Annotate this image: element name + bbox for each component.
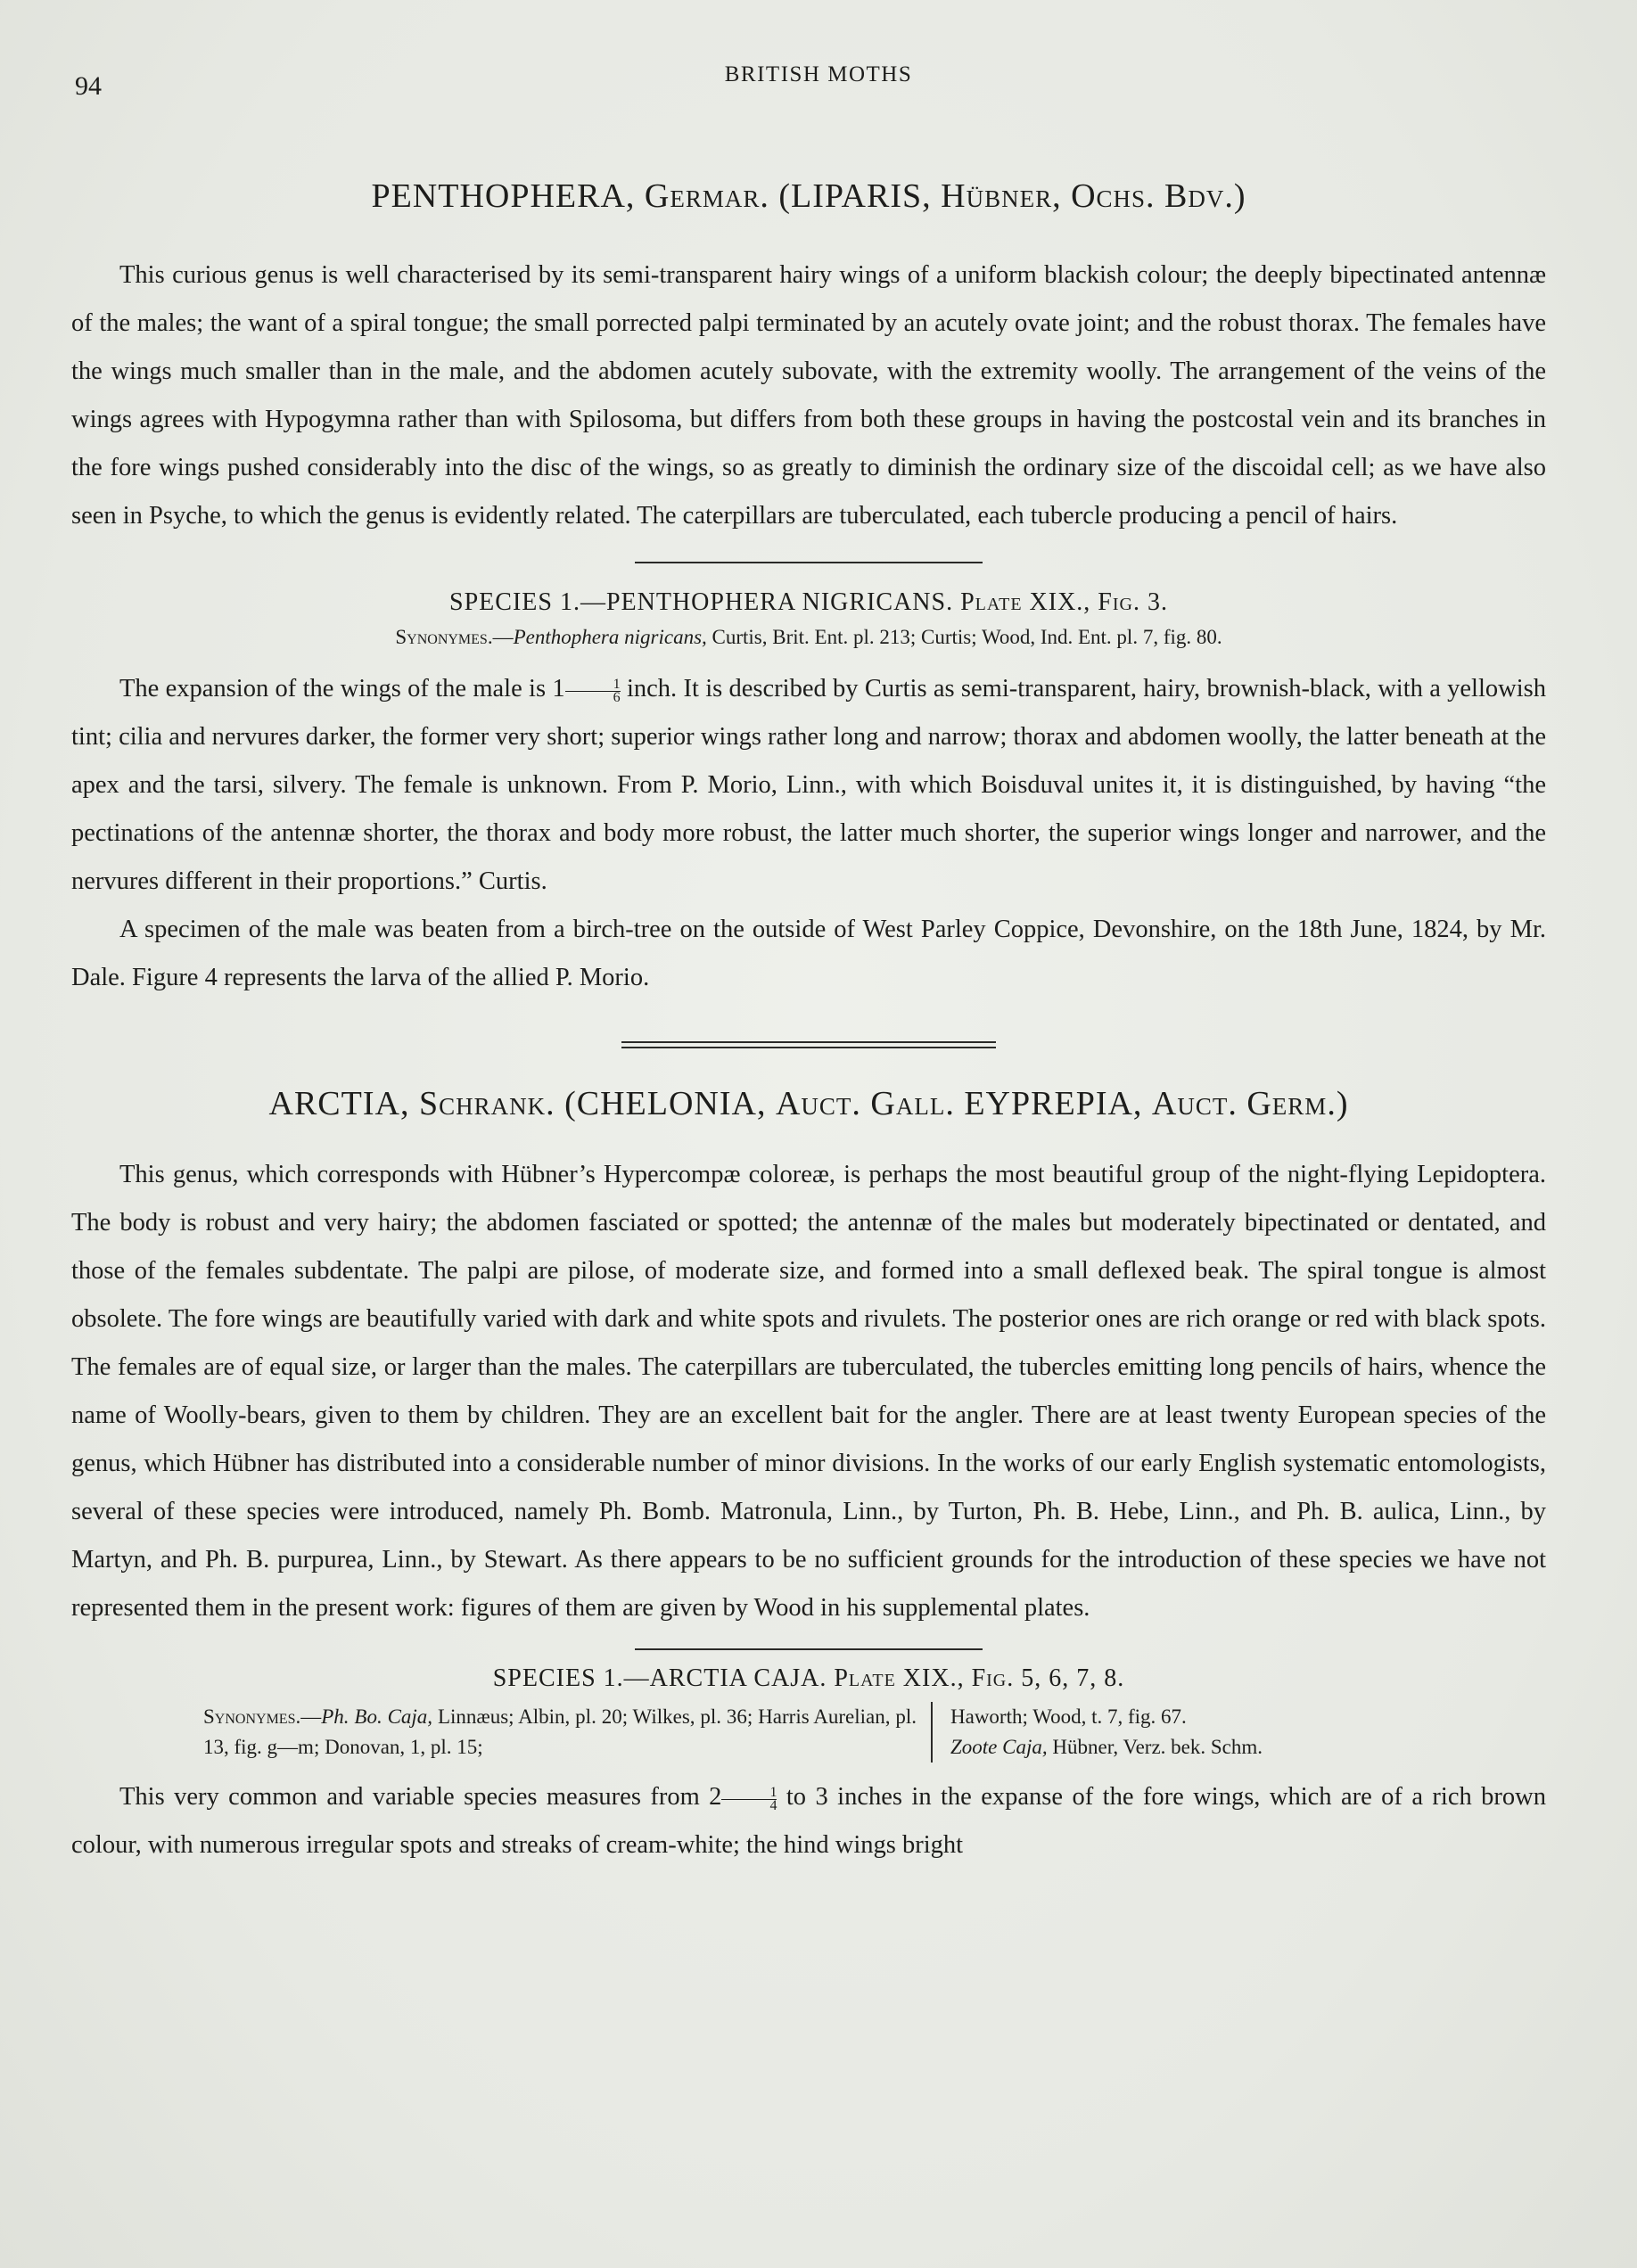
running-head: BRITISH MOTHS (724, 62, 913, 86)
plate-reference: Plate XIX., Fig. 3. (960, 588, 1168, 616)
species-record: A specimen of the male was beaten from a birch-tree on the outside of West Parley Coppice, Devonshire, on the 18th June, 1824, by Mr. Dale. Figure 4 represents the larva of the allied P. Morio. (71, 915, 1546, 991)
genus-heading-penthophera (71, 177, 1546, 218)
genus-description: This genus, which corresponds with Hübner’s Hypercompæ coloreæ, is perhaps the most beautiful group of the night-flying Lepidoptera. The body is robust and very hairy; the abdomen fasciated or spotted; the antennæ of the males but moderately bipectinated or dentated, and those of the females subdentate. The palpi are pilose, of moderate size, and formed into a small deflexed beak. The spiral tongue is almost obsolete. The fore wings are beautifully varied with dark and white spots and rivulets. The posterior ones are rich orange or red with black spots. The females are of equal size, or larger than the males. The caterpillars are tuberculated, the tubercles emitting long pencils of hairs, whence the name of Woolly-bears, given to them by children. They are an excellent bait for the angler. There are at least twenty European species of the genus, which Hübner has distributed into a considerable number of minor divisions. In the works of our early English systematic entomologists, several of these species were introduced, namely Ph. Bomb. Matronula, Linn., by Turton, Ph. B. Hebe, Linn., and Ph. B. aulica, Linn., by Martyn, and Ph. B. purpurea, Linn., by Stewart. As there appears to be no sufficient grounds for the introduction of these species we have not represented them in the present work: figures of them are given by Wood in his supplemental plates. (71, 1161, 1546, 1623)
synonyms-italic: Zoote Caja, (950, 1736, 1048, 1759)
species-name: SPECIES 1.—PENTHOPHERA NIGRICANS. (449, 588, 954, 616)
fraction-denominator: 6 (565, 691, 621, 704)
genus-alt-name: (LIPARIS, (769, 177, 942, 215)
plate-reference: Plate XIX., Fig. 5, 6, 7, 8. (834, 1664, 1125, 1693)
species-description (71, 1773, 1546, 1869)
genus-alt-name-2: EYPREPIA, (954, 1084, 1152, 1122)
synonyms-text: Haworth; Wood, t. 7, fig. 67. (950, 1705, 1187, 1729)
page-body (71, 177, 1546, 1869)
genus-name: ARCTIA, (268, 1084, 419, 1122)
fraction-numerator: 1 (769, 1785, 777, 1801)
species-heading (71, 1664, 1546, 1693)
species-description (71, 665, 1546, 906)
section-divider (635, 1648, 983, 1650)
synonyms (71, 626, 1546, 649)
synonyms-text: Hübner, Verz. bek. Schm. (1047, 1736, 1263, 1759)
genus-alt-name: (CHELONIA, (555, 1084, 776, 1122)
genus-alt-author: Auct. Gall. (775, 1084, 955, 1122)
species-name: SPECIES 1.—ARCTIA CAJA. (492, 1664, 827, 1693)
synonyms-label: Synonymes.— (395, 625, 514, 648)
genus-author: Germar. (644, 177, 769, 215)
page-number: 94 (75, 71, 102, 101)
double-divider (621, 1041, 996, 1048)
synonyms-label: Synonymes.— (203, 1705, 322, 1729)
fraction (721, 1787, 777, 1812)
desc-text: This very common and variable species measures from 2 (119, 1783, 722, 1812)
fraction-denominator: 4 (721, 1799, 777, 1812)
genus-alt-author-2: Auct. Germ.) (1151, 1084, 1349, 1122)
genus-author: Schrank. (418, 1084, 555, 1122)
desc-text: inch. It is described by Curtis as semi-transparent, hairy, brownish-black, with a yellowish tint; cilia and nervures darker, the former very short; superior wings rather long and narrow; thorax and abdomen woolly, the latter beneath at the apex and the tarsi, silvery. The female is unknown. From P. Morio, Linn., with which Boisduval unites it, it is distinguished, by having “the pectinations of the antennæ shorter, the thorax and body more robust, the latter much shorter, the superior wings longer and narrower, and the nervures different in their proportions.” Curtis. (71, 674, 1546, 895)
genus-name: PENTHOPHERA, (371, 177, 645, 215)
desc-text: The expansion of the wings of the male is 1 (119, 674, 565, 703)
desc-text: to 3 inches in the expanse of the fore wings, which are of a rich brown colour, with numerous irregular spots and streaks of cream-white; the hind wings bright (71, 1783, 1546, 1860)
synonyms-italic: Ph. Bo. Caja, (321, 1705, 433, 1729)
synonyms (71, 1702, 1546, 1763)
synonyms-column-1 (203, 1702, 933, 1763)
species-heading (71, 588, 1546, 617)
page-header (71, 55, 1566, 100)
genus-heading-arctia (71, 1084, 1546, 1125)
genus-alt-author: Hübner, Ochs. Bdv.) (941, 177, 1246, 215)
synonyms-text: Linnæus; Albin, pl. 20; Wilkes, pl. 36; Harris Aurelian, pl. 13, fig. g—m; Donovan, 1, pl. 15; (203, 1705, 917, 1759)
synonyms-text: Curtis, Brit. Ent. pl. 213; Curtis; Wood, Ind. Ent. pl. 7, fig. 80. (706, 625, 1222, 648)
synonyms-column-2 (933, 1702, 1414, 1763)
genus-description: This curious genus is well characterised by its semi-transparent hairy wings of a uniform blackish colour; the deeply bipectinated antennæ of the males; the want of a spiral tongue; the small porrected palpi terminated by an acutely ovate joint; and the robust thorax. The females have the wings much smaller than in the male, and the abdomen acutely subovate, with the extremity woolly. The arrangement of the veins of the wings agrees with Hypogymna rather than with Spilosoma, but differs from both these groups in having the postcostal vein and its branches in the fore wings pushed considerably into the disc of the wings, so as greatly to diminish the ordinary size of the discoidal cell; as we have also seen in Psyche, to which the genus is evidently related. The caterpillars are tuberculated, each tubercle producing a pencil of hairs. (71, 260, 1546, 530)
fraction (565, 678, 621, 704)
synonyms-italic: Penthophera nigricans, (513, 625, 707, 648)
fraction-numerator: 1 (613, 676, 621, 692)
section-divider (635, 562, 983, 563)
